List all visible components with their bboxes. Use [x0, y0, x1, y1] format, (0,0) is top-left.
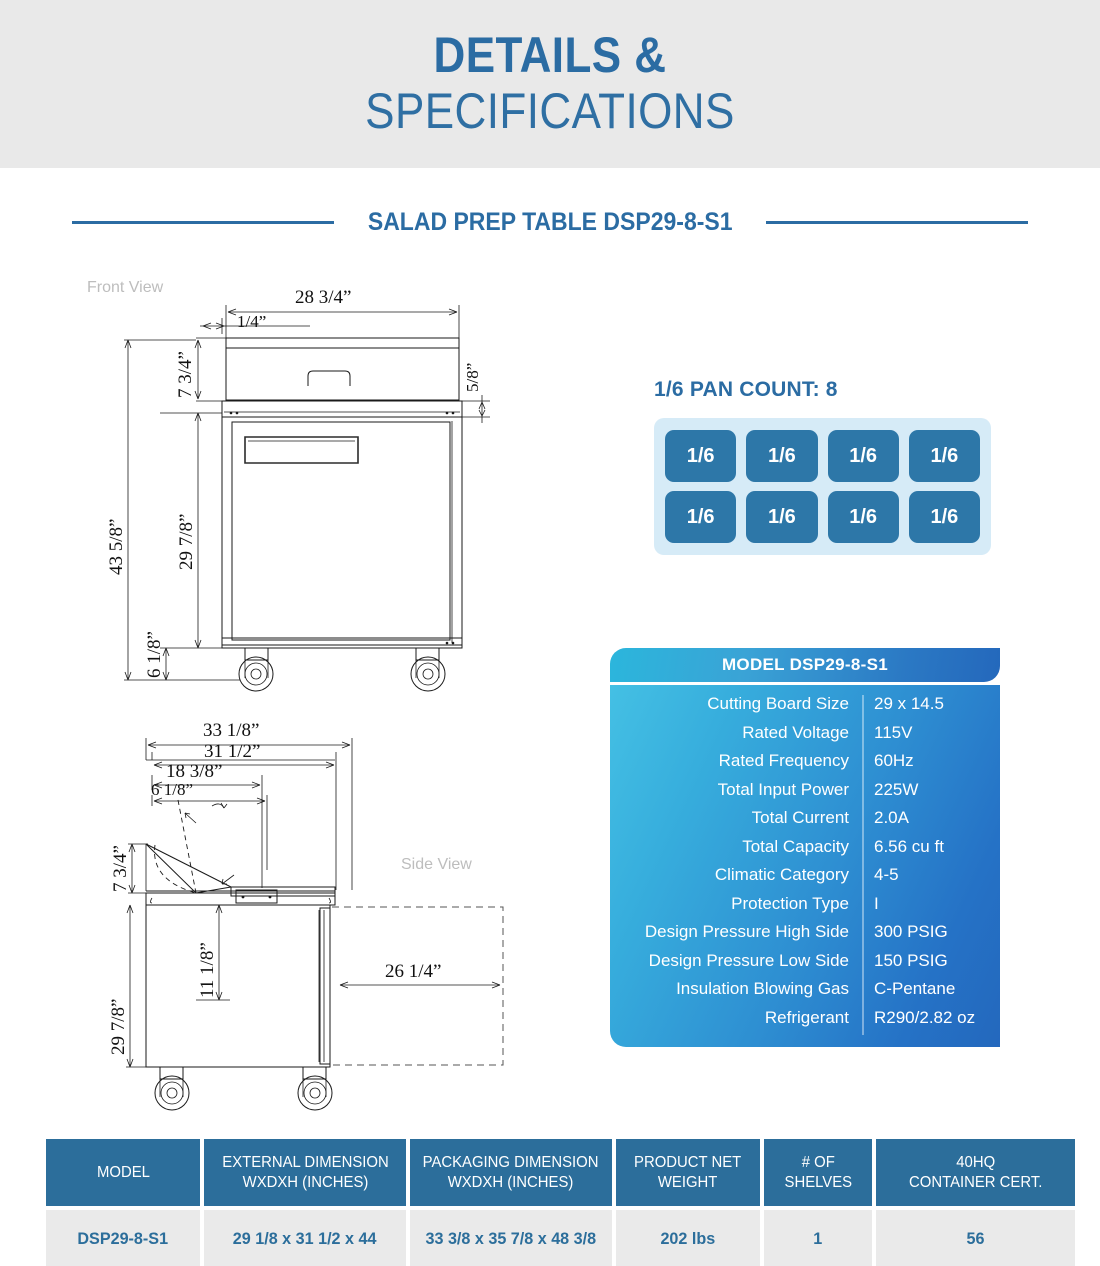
spec-row	[610, 780, 1000, 809]
summary-table-cell	[764, 1210, 872, 1266]
spec-table-divider	[862, 695, 864, 1035]
spec-row	[610, 922, 1000, 951]
summary-header-text: MODEL	[96, 1163, 150, 1181]
pan-cell: 1/6	[909, 430, 980, 482]
spec-row	[610, 951, 1000, 980]
summary-cell-text: 1	[813, 1229, 823, 1248]
spec-row-value: 2.0A	[874, 808, 909, 827]
specification-table	[610, 648, 1000, 1047]
spec-row-label: Climatic Category	[714, 865, 849, 884]
spec-row-value: 150 PSIG	[874, 950, 948, 970]
spec-row-value: R290/2.82 oz	[874, 1007, 976, 1027]
summary-table-cell	[46, 1210, 200, 1266]
spec-row-label: Design Pressure Low Side	[648, 950, 849, 970]
summary-table-header-cell	[616, 1139, 760, 1206]
spec-row	[610, 837, 1000, 866]
dim-side-lid-open-depth: 18 3/8”	[166, 761, 223, 782]
pan-grid	[654, 418, 991, 555]
spec-row	[610, 1008, 1000, 1037]
spec-row-label: Protection Type	[731, 893, 849, 913]
spec-row	[610, 808, 1000, 837]
dim-side-door-clearance: 26 1/4”	[385, 961, 442, 982]
summary-table-cell	[410, 1210, 612, 1266]
spec-row-label: Total Input Power	[717, 779, 849, 799]
summary-cell-text: 29 1/8 x 31 1/2 x 44	[233, 1229, 377, 1248]
pan-cell: 1/6	[828, 491, 899, 543]
summary-header-text: 40HQ CONTAINER CERT.	[908, 1153, 1043, 1191]
dim-side-lid-pivot: 6 1/8”	[151, 780, 194, 799]
spec-row	[610, 865, 1000, 894]
spec-row-value: C-Pentane	[874, 979, 956, 998]
summary-header-text: PRODUCT NET WEIGHT	[634, 1153, 742, 1191]
spec-row	[610, 979, 1000, 1008]
pan-count-section	[654, 378, 991, 555]
summary-table-cell	[204, 1210, 406, 1266]
spec-row-label: Total Capacity	[742, 836, 849, 856]
spec-row-value: 29 x 14.5	[874, 694, 944, 713]
dim-side-body-depth: 31 1/2”	[204, 741, 261, 762]
spec-row-value: 4-5	[874, 865, 899, 884]
spec-row-label: Insulation Blowing Gas	[676, 979, 849, 998]
pan-cell: 1/6	[665, 491, 736, 543]
subtitle-text: SALAD PREP TABLE DSP29-8-S1	[367, 207, 733, 236]
dim-side-door-height: 11 1/8”	[197, 942, 218, 998]
pan-count-title: 1/6 PAN COUNT: 8	[654, 378, 838, 401]
dim-front-cabinet-height: 29 7/8”	[176, 513, 197, 570]
spec-row-value: 225W	[874, 779, 919, 799]
spec-table-body	[610, 685, 1000, 1047]
summary-table-header-cell	[764, 1139, 872, 1206]
spec-row-label: Rated Frequency	[718, 751, 849, 770]
spec-row-label: Rated Voltage	[742, 722, 849, 742]
side-view-label: Side View	[401, 856, 472, 873]
spec-row	[610, 723, 1000, 752]
dim-front-rail-height: 5/8”	[463, 362, 482, 392]
title-line-2: SPECIFICATIONS	[365, 83, 735, 139]
spec-row	[610, 751, 1000, 780]
summary-table-header-cell	[876, 1139, 1075, 1206]
pan-cell: 1/6	[909, 491, 980, 543]
pan-cell: 1/6	[746, 430, 817, 482]
summary-header-text: EXTERNAL DIMENSION WXDXH (INCHES)	[221, 1153, 389, 1191]
spec-row-value: 60Hz	[874, 751, 914, 770]
dim-side-overall-depth: 33 1/8”	[203, 720, 260, 741]
spec-row	[610, 694, 1000, 723]
spec-row	[610, 894, 1000, 923]
spec-table-header: MODEL DSP29-8-S1	[610, 648, 1000, 682]
spec-row-value: 115V	[874, 722, 913, 742]
spec-row-label: Refrigerant	[764, 1007, 849, 1027]
spec-row-value: 300 PSIG	[874, 922, 948, 941]
summary-cell-text: DSP29-8-S1	[77, 1229, 169, 1248]
summary-table-header-cell	[410, 1139, 612, 1206]
pan-cell: 1/6	[665, 430, 736, 482]
summary-cell-text: 56	[966, 1229, 985, 1248]
spec-row-value: 6.56 cu ft	[874, 836, 944, 856]
spec-row-value: I	[874, 893, 879, 913]
spec-row-label: Cutting Board Size	[707, 694, 849, 713]
summary-table-cell	[876, 1210, 1075, 1266]
spec-row-label: Total Current	[751, 808, 849, 827]
summary-table	[46, 1139, 1055, 1266]
dim-front-overall-height: 43 5/8”	[106, 518, 127, 575]
summary-cell-text: 202 lbs	[660, 1229, 716, 1248]
dim-side-top-height: 7 3/4”	[110, 845, 131, 892]
summary-table-cell	[616, 1210, 760, 1266]
dim-front-width: 28 3/4”	[295, 287, 352, 308]
pan-cell: 1/6	[746, 491, 817, 543]
front-view-label: Front View	[87, 279, 164, 296]
dim-front-lid-height: 7 3/4”	[175, 351, 196, 398]
dim-front-caster-height: 6 1/8”	[144, 631, 165, 678]
summary-cell-text: 33 3/8 x 35 7/8 x 48 3/8	[425, 1229, 597, 1248]
dim-front-lid-offset: 1/4”	[237, 312, 267, 331]
summary-table-header-cell	[204, 1139, 406, 1206]
summary-header-text: # OF SHELVES	[784, 1153, 852, 1191]
summary-table-header-cell	[46, 1139, 200, 1206]
title-line-1: DETAILS &	[433, 27, 667, 83]
dim-side-cabinet-height: 29 7/8”	[108, 998, 129, 1055]
summary-header-text: PACKAGING DIMENSION WXDXH (INCHES)	[423, 1153, 599, 1191]
pan-cell: 1/6	[828, 430, 899, 482]
spec-row-label: Design Pressure High Side	[644, 922, 849, 941]
